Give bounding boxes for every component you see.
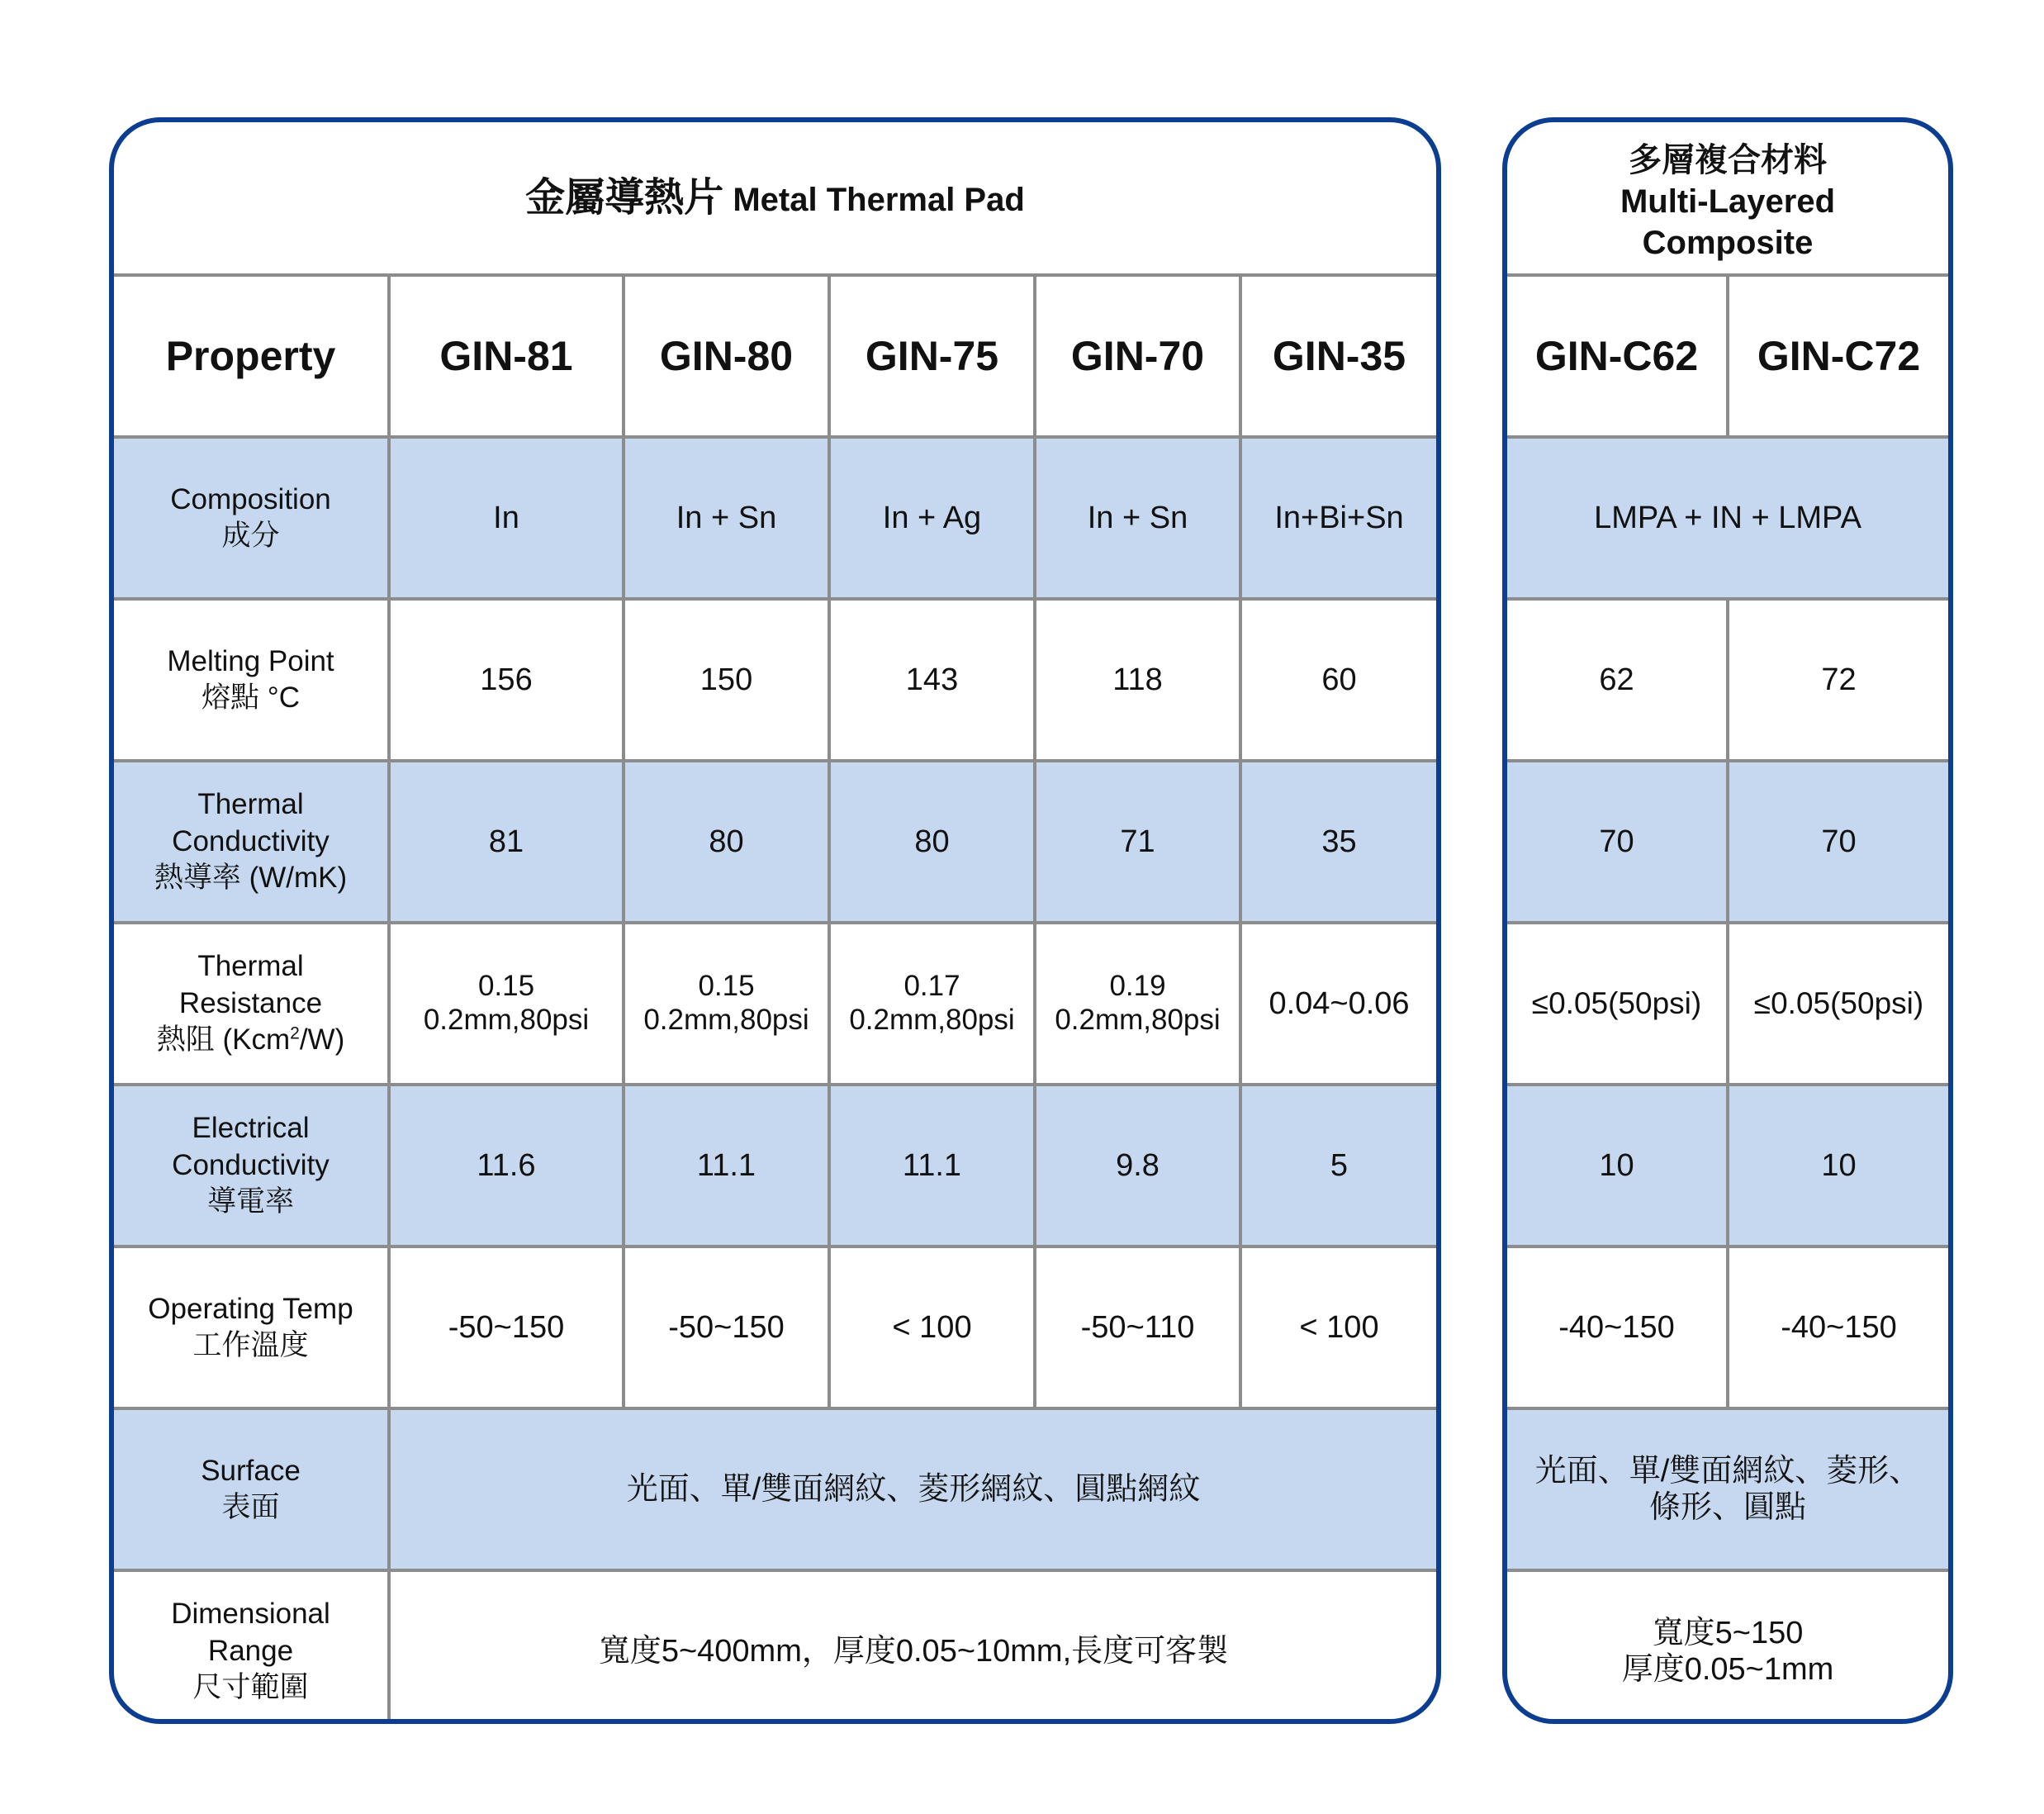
label-en: Thermal xyxy=(197,788,304,821)
table-cell: 70 xyxy=(1728,761,1948,923)
metal-title-line xyxy=(525,173,1025,223)
composite-surface-value xyxy=(1507,1408,1948,1570)
metal-thermal-pad-table xyxy=(109,117,1441,1724)
table-cell: 11.1 xyxy=(624,1085,829,1247)
table-cell: 60 xyxy=(1240,599,1436,761)
melting-point-label xyxy=(114,599,389,761)
table-cell: 9.8 xyxy=(1035,1085,1240,1247)
resistance-condition: 0.2mm,80psi xyxy=(1055,1004,1221,1036)
composite-panel-title xyxy=(1507,122,1948,277)
table-cell: 72 xyxy=(1728,599,1948,761)
table-cell: ≤0.05(50psi) xyxy=(1728,923,1948,1085)
composition-label xyxy=(114,437,389,599)
label-en: Conductivity xyxy=(172,824,330,857)
electrical-conductivity-label xyxy=(114,1085,389,1247)
table-cell: 150 xyxy=(624,599,829,761)
product-header-gin-75: GIN-75 xyxy=(829,275,1035,437)
table-cell: ≤0.05(50psi) xyxy=(1507,923,1728,1085)
table-cell: 11.6 xyxy=(389,1085,624,1247)
electrical-conductivity-row xyxy=(1507,1085,1948,1247)
label-en: Composition xyxy=(170,482,331,515)
dimensional-range-label xyxy=(114,1570,389,1724)
surface-label xyxy=(114,1408,389,1570)
resistance-value: 0.15 xyxy=(698,970,755,1003)
composite-title-zh: 多層複合材料 xyxy=(1629,141,1827,178)
dimensional-range-row xyxy=(1507,1570,1948,1724)
operating-temp-row xyxy=(1507,1247,1948,1408)
resistance-value: 0.17 xyxy=(903,970,960,1003)
table-cell xyxy=(624,923,829,1085)
table-cell: 10 xyxy=(1507,1085,1728,1247)
table-cell: In + Sn xyxy=(1035,437,1240,599)
metal-panel-title xyxy=(114,122,1436,273)
melting-point-row xyxy=(1507,599,1948,761)
label-en: Thermal xyxy=(197,950,304,983)
dimension-line: 厚度0.05~1mm xyxy=(1621,1652,1834,1687)
composite-title-en: Multi-Layered xyxy=(1620,183,1836,220)
header-row xyxy=(1507,275,1948,437)
table-cell: In xyxy=(389,437,624,599)
composition-row xyxy=(114,437,1436,599)
metal-title-en: Metal Thermal Pad xyxy=(733,181,1025,218)
header-row xyxy=(114,275,1436,437)
label-zh: 熱阻 (Kcm xyxy=(156,1023,291,1057)
metal-spec-grid xyxy=(114,273,1436,1724)
label-en: Resistance xyxy=(178,986,323,1019)
label-en: Surface xyxy=(201,1454,301,1487)
product-header-gin-80: GIN-80 xyxy=(624,275,829,437)
thermal-conductivity-row xyxy=(114,761,1436,923)
table-cell: 10 xyxy=(1728,1085,1948,1247)
thermal-conductivity-label xyxy=(114,761,389,923)
resistance-condition: 0.2mm,80psi xyxy=(643,1004,809,1036)
multi-layered-composite-table xyxy=(1502,117,1953,1724)
resistance-condition: 0.2mm,80psi xyxy=(423,1004,590,1036)
composite-composition-value: LMPA + IN + LMPA xyxy=(1507,437,1948,599)
table-cell: 35 xyxy=(1240,761,1436,923)
table-cell: 156 xyxy=(389,599,624,761)
resistance-condition: 0.2mm,80psi xyxy=(849,1004,1015,1036)
label-en: Operating Temp xyxy=(148,1292,353,1325)
product-header-gin-70: GIN-70 xyxy=(1035,275,1240,437)
dimensional-range-value: 寬度5~400mm，厚度0.05~10mm,長度可客製 xyxy=(389,1570,1436,1724)
label-en: Electrical xyxy=(192,1112,310,1145)
label-zh: 熱導率 (W/mK) xyxy=(154,862,348,895)
table-cell: 81 xyxy=(389,761,624,923)
table-cell xyxy=(1240,923,1436,1085)
table-cell: -50~150 xyxy=(624,1247,829,1408)
table-cell: 70 xyxy=(1507,761,1728,923)
table-cell: 11.1 xyxy=(829,1085,1035,1247)
table-cell: < 100 xyxy=(1240,1247,1436,1408)
label-en: Dimensional xyxy=(171,1598,330,1631)
table-cell: In + Sn xyxy=(624,437,829,599)
table-cell: 143 xyxy=(829,599,1035,761)
table-cell: 80 xyxy=(624,761,829,923)
product-header-gin-35: GIN-35 xyxy=(1240,275,1436,437)
thermal-resistance-row xyxy=(114,923,1436,1085)
surface-value: 光面、單/雙面網紋、菱形網紋、圓點網紋 xyxy=(389,1408,1436,1570)
composite-spec-grid xyxy=(1507,273,1948,1724)
resistance-value: 0.19 xyxy=(1109,970,1166,1003)
label-zh: 尺寸範圍 xyxy=(192,1671,309,1704)
table-cell: 71 xyxy=(1035,761,1240,923)
surface-row xyxy=(1507,1408,1948,1570)
label-zh: /W) xyxy=(299,1023,345,1057)
table-cell: In + Ag xyxy=(829,437,1035,599)
surface-line: 條形、圓點 xyxy=(1648,1490,1806,1525)
resistance-value: 0.04~0.06 xyxy=(1269,985,1410,1021)
table-cell: -40~150 xyxy=(1507,1247,1728,1408)
table-cell xyxy=(829,923,1035,1085)
table-cell: 118 xyxy=(1035,599,1240,761)
property-header: Property xyxy=(114,275,389,437)
thermal-resistance-row xyxy=(1507,923,1948,1085)
electrical-conductivity-row xyxy=(114,1085,1436,1247)
table-cell: -50~150 xyxy=(389,1247,624,1408)
dimensional-range-row xyxy=(114,1570,1436,1724)
label-zh: 導電率 xyxy=(206,1185,294,1218)
table-cell: In+Bi+Sn xyxy=(1240,437,1436,599)
table-cell: -50~110 xyxy=(1035,1247,1240,1408)
thermal-conductivity-row xyxy=(1507,761,1948,923)
label-en: Melting Point xyxy=(167,644,334,677)
label-zh: 熔點 °C xyxy=(202,681,300,714)
table-cell: -40~150 xyxy=(1728,1247,1948,1408)
label-en: Range xyxy=(207,1634,294,1667)
table-cell: < 100 xyxy=(829,1247,1035,1408)
product-header-gin-c62: GIN-C62 xyxy=(1507,275,1728,437)
table-cell: 5 xyxy=(1240,1085,1436,1247)
resistance-value: 0.15 xyxy=(477,970,535,1003)
label-en: Conductivity xyxy=(172,1148,330,1181)
surface-line: 光面、單/雙面網紋、菱形、 xyxy=(1534,1453,1921,1489)
table-cell xyxy=(1035,923,1240,1085)
product-header-gin-c72: GIN-C72 xyxy=(1728,275,1948,437)
melting-point-row xyxy=(114,599,1436,761)
table-cell: 62 xyxy=(1507,599,1728,761)
table-cell: 80 xyxy=(829,761,1035,923)
label-zh: 工作溫度 xyxy=(192,1329,309,1361)
dimension-line: 寬度5~150 xyxy=(1652,1615,1804,1650)
thermal-resistance-label xyxy=(114,923,389,1085)
surface-row xyxy=(114,1408,1436,1570)
product-header-gin-81: GIN-81 xyxy=(389,275,624,437)
operating-temp-row xyxy=(114,1247,1436,1408)
label-zh: 成分 xyxy=(221,520,280,552)
metal-title-zh: 金屬導熱片 xyxy=(525,175,724,220)
composite-dimensional-value xyxy=(1507,1570,1948,1724)
label-zh: 表面 xyxy=(221,1491,280,1523)
unit-superscript: 2 xyxy=(290,1023,300,1043)
table-cell xyxy=(389,923,624,1085)
composition-row xyxy=(1507,437,1948,599)
composite-title-en: Composite xyxy=(1642,224,1814,261)
operating-temp-label xyxy=(114,1247,389,1408)
